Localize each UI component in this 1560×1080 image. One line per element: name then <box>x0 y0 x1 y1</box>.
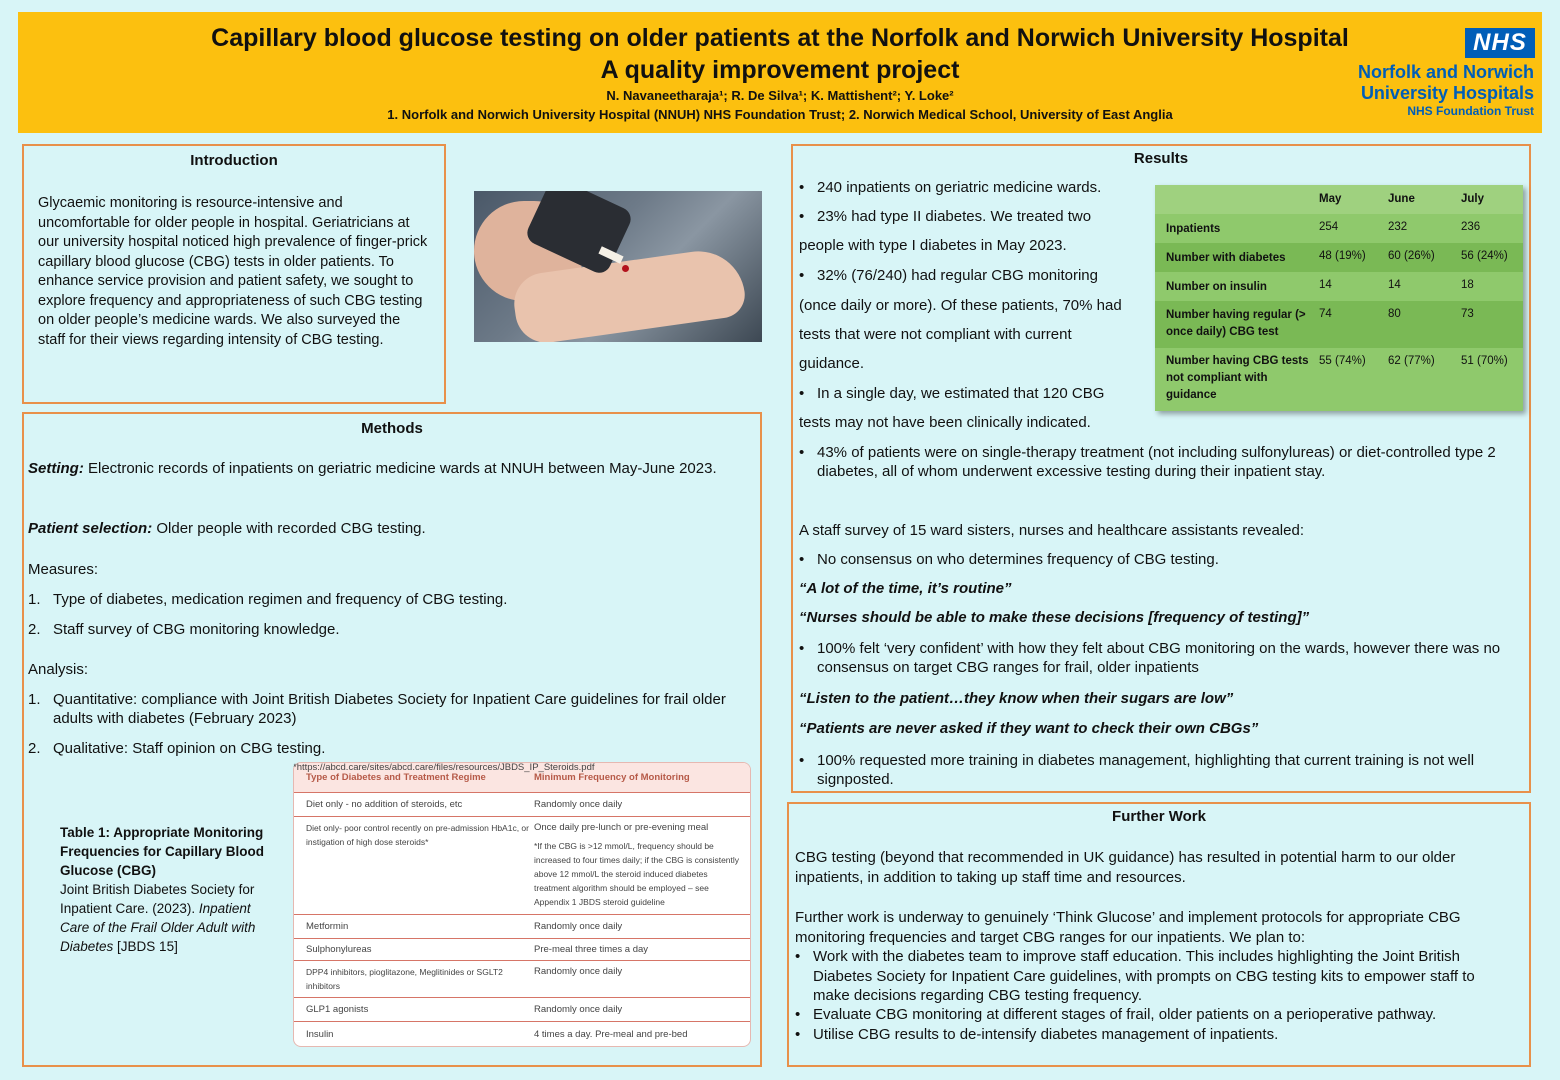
patient-text: Older people with recorded CBG testing. <box>152 520 426 537</box>
bullet-text: Evaluate CBG monitoring at different stages of frail, older patients on a perioperative pathway. <box>813 1006 1437 1023</box>
results-title: Results <box>1133 150 1189 167</box>
month-header: July <box>1461 193 1485 205</box>
bullet-icon: • <box>799 640 805 657</box>
bullet-text: 240 inpatients on geriatric medicine wards. <box>817 179 1102 196</box>
bullet-text: No consensus on who determines frequency of CBG testing. <box>817 551 1219 568</box>
table-header: Type of Diabetes and Treatment Regime <box>306 772 486 783</box>
methods-patient-selection <box>28 519 748 538</box>
table-row <box>1155 272 1523 301</box>
bullet-icon: • <box>799 444 805 461</box>
table1-caption-title: Table 1: Appropriate Monitoring Frequencies for Capillary Blood Glucose (CBG) <box>60 825 265 878</box>
cell: 48 (19%) <box>1319 250 1366 262</box>
table1-footnote: *https://abcd.care/sites/abcd.care/files/resources/JBDS_IP_Steroids.pdf <box>293 762 595 773</box>
bullet-text: Work with the diabetes team to improve staff education. This includes highlighting the Joint British Diabetes Society for Inpatient Care guidelines, with prompts on CBG testing kits to empower staff to make decisions regarding CBG testing frequency. <box>813 948 1475 1004</box>
month-header: June <box>1388 193 1415 205</box>
table-cell: Diet only- poor control recently on pre-admission HbA1c, or instigation of high dose steroids* <box>306 823 529 847</box>
cell: 51 (70%) <box>1461 355 1508 367</box>
bullet-icon: • <box>799 267 805 284</box>
measure-item <box>28 590 508 609</box>
cell: 232 <box>1388 221 1408 233</box>
table-cell: Randomly once daily <box>534 921 623 932</box>
cell: 56 (24%) <box>1461 250 1508 262</box>
org-trust: NHS Foundation Trust <box>1407 104 1534 118</box>
staff-quote: “Listen to the patient…they know when their sugars are low” <box>799 690 1234 707</box>
bullet-icon: • <box>799 208 805 225</box>
bullet-icon: • <box>799 179 805 196</box>
methods-setting <box>28 459 748 478</box>
row-label: Number with diabetes <box>1166 252 1286 264</box>
org-line1: Norfolk and Norwich <box>1357 62 1534 82</box>
results-table <box>1155 185 1523 411</box>
table-cell: DPP4 inhibitors, pioglitazone, Meglitinides or SGLT2 inhibitors <box>306 967 503 991</box>
table1-ref-code: [JBDS 15] <box>113 939 178 954</box>
table-cell: Once daily pre-lunch or pre-evening meal <box>534 822 709 833</box>
introduction-panel <box>22 144 446 404</box>
cell: 14 <box>1388 279 1401 291</box>
table-cell: Insulin <box>306 1029 334 1040</box>
table-row <box>294 1022 751 1047</box>
table-row <box>294 939 751 961</box>
org-line2: University Hospitals <box>1360 83 1534 103</box>
cell: 80 <box>1388 308 1401 320</box>
cell: 55 (74%) <box>1319 355 1366 367</box>
results-text: tests that were not compliant with current <box>799 326 1072 343</box>
cell: 74 <box>1319 308 1332 320</box>
analysis-item <box>28 739 326 758</box>
table-row <box>1155 214 1523 243</box>
table-header: Minimum Frequency of Monitoring <box>534 772 690 783</box>
measures-label: Measures: <box>28 561 99 578</box>
table-cell: 4 times a day. Pre-meal and pre-bed <box>534 1029 688 1040</box>
item-text: Qualitative: Staff opinion on CBG testing. <box>53 740 326 757</box>
staff-quote: “Nurses should be able to make these decisions [frequency of testing]” <box>799 609 1310 626</box>
table-row <box>294 793 751 817</box>
row-label: Number having CBG tests not compliant with guidance <box>1166 355 1309 401</box>
row-label: Inpatients <box>1166 223 1221 235</box>
item-text: Staff survey of CBG monitoring knowledge. <box>53 621 340 638</box>
table-cell: Randomly once daily <box>534 799 623 810</box>
table-cell: Randomly once daily <box>534 1004 623 1015</box>
further-work-p1: CBG testing (beyond that recommended in UK guidance) has resulted in potential harm to our older inpatients, in addition to taking up staff time and resources. <box>795 849 1456 886</box>
results-text: (once daily or more). Of these patients, 70% had <box>799 297 1122 314</box>
monitoring-frequency-table <box>293 762 751 1047</box>
table-row <box>294 915 751 939</box>
table-row <box>294 961 751 998</box>
cell: 14 <box>1319 279 1332 291</box>
glucose-test-photo <box>474 191 762 342</box>
item-number: 1. <box>28 691 41 708</box>
cell: 236 <box>1461 221 1481 233</box>
table-cell: Randomly once daily <box>534 966 623 977</box>
poster-title-line1: Capillary blood glucose testing on older patients at the Norfolk and Norwich University Hospital <box>211 24 1349 52</box>
analysis-label: Analysis: <box>28 661 89 678</box>
further-work-title: Further Work <box>1112 808 1206 825</box>
org-name <box>1358 62 1534 104</box>
table-row <box>294 817 751 915</box>
table-cell: Metformin <box>306 921 349 932</box>
bullet-icon: • <box>795 1026 801 1043</box>
methods-title: Methods <box>361 420 423 437</box>
cell: 73 <box>1461 308 1474 320</box>
survey-intro: A staff survey of 15 ward sisters, nurses and healthcare assistants revealed: <box>799 522 1304 539</box>
blood-drop-icon <box>622 265 629 272</box>
row-label: Number on insulin <box>1166 281 1267 293</box>
table-header-row <box>1155 185 1523 214</box>
further-work-p2: Further work is underway to genuinely ‘Think Glucose’ and implement protocols for appropriate CBG monitoring frequencies and target CBG ranges for our inpatients. We plan to: <box>795 909 1461 946</box>
affiliations: 1. Norfolk and Norwich University Hospital (NNUH) NHS Foundation Trust; 2. Norwich Medical School, University of East Anglia <box>387 107 1173 122</box>
bullet-text: 100% requested more training in diabetes management, highlighting that current training is not well signposted. <box>817 752 1475 788</box>
results-text: people with type I diabetes in May 2023. <box>799 237 1067 254</box>
patient-label: Patient selection: <box>28 520 153 537</box>
table-cell: GLP1 agonists <box>306 1004 369 1015</box>
bullet-text: In a single day, we estimated that 120 CBG <box>817 385 1105 402</box>
nhs-logo: NHS <box>1465 28 1535 58</box>
setting-label: Setting: <box>28 460 84 477</box>
bullet-icon: • <box>799 752 805 769</box>
bullet-text: 100% felt ‘very confident’ with how they felt about CBG monitoring on the wards, however there was no consensus on target CBG ranges for frail, older inpatients <box>817 640 1501 676</box>
table-cell: Sulphonylureas <box>306 944 372 955</box>
item-number: 2. <box>28 621 41 638</box>
bullet-icon: • <box>795 1006 801 1023</box>
introduction-text: Glycaemic monitoring is resource-intensive and uncomfortable for older people in hospital. Geriatricians at our university hospital noticed high prevalence of finger-prick capillary blood glucose (CBG) tests in older patients. To enhance service provision and patient safety, we sought to explore frequency and appropriateness of such CBG testing on older people’s medicine wards. We also surveyed the staff for their views regarding intensity of CBG testing. <box>38 195 428 348</box>
table1-caption <box>60 823 282 956</box>
cell: 60 (26%) <box>1388 250 1435 262</box>
measure-item <box>28 620 340 639</box>
table-row <box>1155 301 1523 348</box>
setting-text: Electronic records of inpatients on geriatric medicine wards at NNUH between May-June 2023. <box>83 460 717 477</box>
bullet-text: Utilise CBG results to de-intensify diabetes management of inpatients. <box>813 1026 1279 1043</box>
cell: 62 (77%) <box>1388 355 1435 367</box>
table-cell: Pre-meal three times a day <box>534 944 649 955</box>
table-cell-note: *If the CBG is >12 mmol/L, frequency should be increased to four times daily; if the CBG is consistently above 12 mmol/L the steroid induced diabetes treatment algorithm should be employed – see Appendix 1 JBDS steroid guideline <box>534 841 740 907</box>
table-row <box>1155 348 1523 411</box>
month-header: May <box>1319 193 1342 205</box>
authors: N. Navaneetharaja¹; R. De Silva¹; K. Mattishent²; Y. Loke² <box>606 88 954 103</box>
item-number: 2. <box>28 740 41 757</box>
results-text: tests may not have been clinically indicated. <box>799 414 1091 431</box>
table-row <box>1155 243 1523 272</box>
analysis-item <box>28 690 726 727</box>
poster-title-line2: A quality improvement project <box>600 56 960 84</box>
table1-ref-title: Inpatient Care of the Frail Older Adult with Diabetes <box>60 901 256 954</box>
staff-quote: “Patients are never asked if they want to check their own CBGs” <box>799 720 1259 737</box>
bullet-icon: • <box>799 385 805 402</box>
row-label: Number having regular (> once daily) CBG test <box>1166 309 1306 338</box>
bullet-icon: • <box>799 551 805 568</box>
bullet-text: 23% had type II diabetes. We treated two <box>817 208 1092 225</box>
results-text: guidance. <box>799 355 865 372</box>
item-number: 1. <box>28 591 41 608</box>
table-cell: Diet only - no addition of steroids, etc <box>306 799 463 810</box>
bullet-text: 43% of patients were on single-therapy treatment (not including sulfonylureas) or diet-controlled type 2 diabetes, all of whom underwent excessive testing during their inpatient stay. <box>817 444 1496 480</box>
item-text: Type of diabetes, medication regimen and frequency of CBG testing. <box>53 591 508 608</box>
item-text: Quantitative: compliance with Joint British Diabetes Society for Inpatient Care guidelines for frail older adults with diabetes (February 2023) <box>53 691 726 727</box>
introduction-title: Introduction <box>190 152 278 169</box>
staff-quote: “A lot of the time, it’s routine” <box>799 580 1012 597</box>
bullet-text: 32% (76/240) had regular CBG monitoring <box>817 267 1098 284</box>
table1-ref: Joint British Diabetes Society for Inpatient Care. (2023). <box>60 882 255 916</box>
cell: 18 <box>1461 279 1474 291</box>
cell: 254 <box>1319 221 1339 233</box>
bullet-icon: • <box>795 948 801 965</box>
table-row <box>294 998 751 1022</box>
